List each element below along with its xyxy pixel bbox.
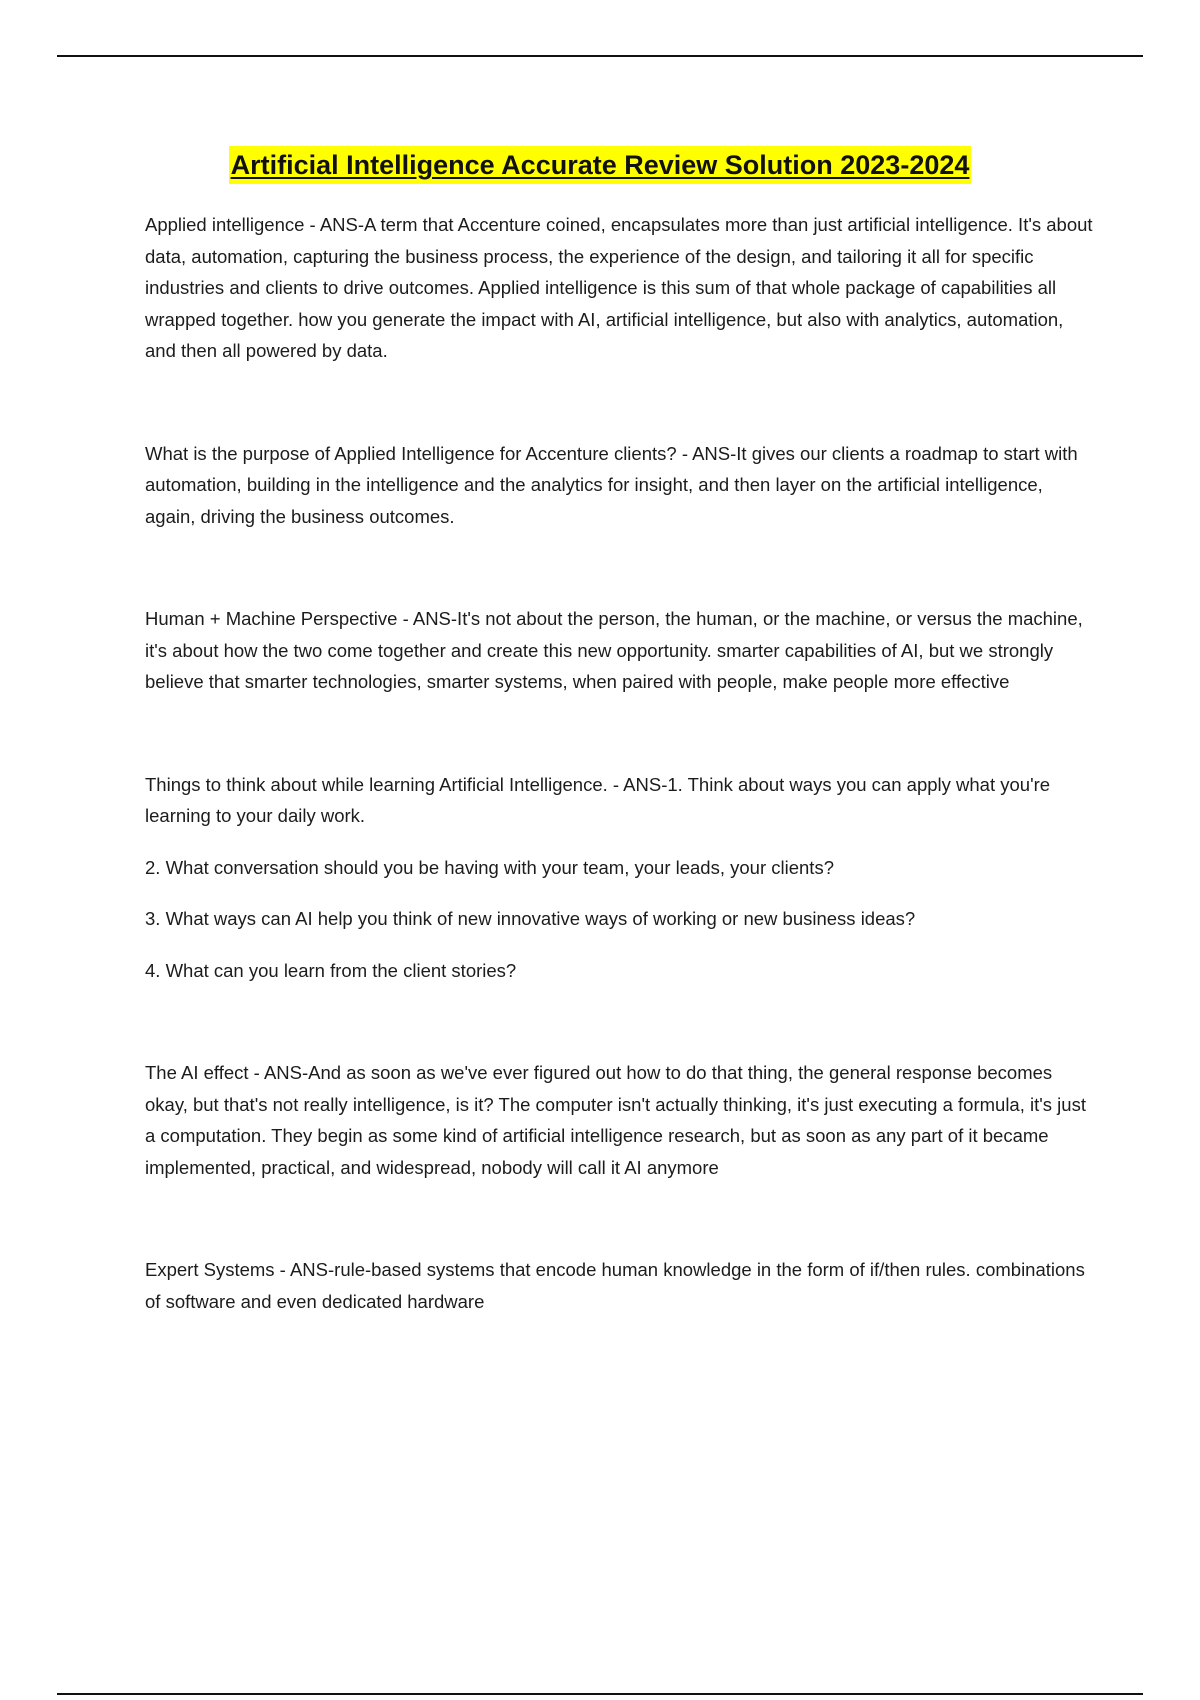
bottom-rule: [57, 1693, 1143, 1695]
list-item: 3. What ways can AI help you think of new innovative ways of working or new business ideas?: [145, 908, 916, 929]
entry-text: What is the purpose of Applied Intelligence for Accenture clients? - ANS-It gives our clients a roadmap to start with automation, building in the intelligence and the analytics for insight, and then layer on the artificial intelligence, again, driving the business outcomes.: [145, 442, 1078, 527]
title-container: [0, 146, 1200, 184]
entry-text: Human + Machine Perspective - ANS-It's not about the person, the human, or the machine, or versus the machine, it's about how the two come together and create this new opportunity. smarter capabilities of AI, but we strongly believe that smarter technologies, smarter systems, when paired with people, make people more effective: [145, 608, 1083, 692]
qa-entry-expert-systems: [145, 1254, 1095, 1317]
top-rule: [57, 55, 1143, 57]
qa-entry-ai-effect: [145, 1057, 1095, 1183]
entry-text: Expert Systems - ANS-rule-based systems that encode human knowledge in the form of if/then rules. combinations of software and even dedicated hardware: [145, 1259, 1085, 1312]
entry-text: Applied intelligence - ANS-A term that Accenture coined, encapsulates more than just artificial intelligence. It's about data, automation, capturing the business process, the experience of the design, and tailoring it all for specific industries and clients to drive outcomes. Applied intelligence is this sum of that whole package of capabilities all wrapped together. how you generate the impact with AI, artificial intelligence, but also with analytics, automation, and then all powered by data.: [145, 214, 1093, 361]
entry-text: Things to think about while learning Artificial Intelligence. - ANS-1. Think about ways you can apply what you're learning to your daily work.: [145, 773, 1051, 826]
list-item: 2. What conversation should you be having with your team, your leads, your clients?: [145, 856, 834, 878]
qa-entry-human-machine: [145, 603, 1095, 698]
document-body: [145, 209, 1095, 1317]
list-item: 4. What can you learn from the client stories?: [145, 959, 517, 981]
qa-entry-purpose: [145, 438, 1095, 533]
entry-text: The AI effect - ANS-And as soon as we've ever figured out how to do that thing, the general response becomes okay, but that's not really intelligence, is it? The computer isn't actually thinking, it's just executing a formula, it's just a computation. They begin as some kind of artificial intelligence research, but as soon as any part of it became implemented, practical, and widespread, nobody will call it AI anymore: [145, 1062, 1086, 1178]
qa-entry-applied-intelligence: [145, 209, 1095, 367]
qa-entry-things-to-think: [145, 769, 1095, 987]
document-title: Artificial Intelligence Accurate Review Solution 2023-2024: [229, 146, 972, 184]
